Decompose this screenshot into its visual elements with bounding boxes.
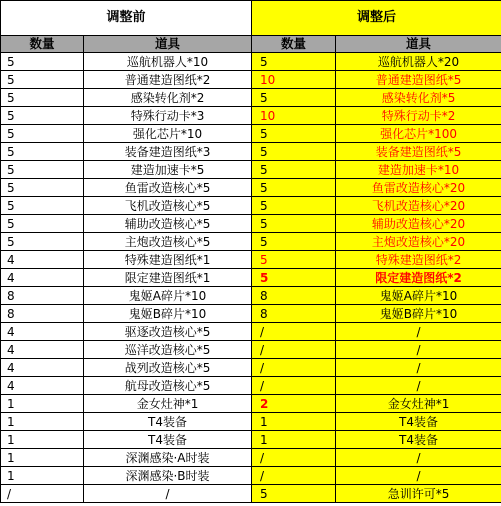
before-item-cell: 鱼雷改造核心*5 [84,179,252,197]
after-item-cell: 金女灶神*1 [336,395,501,413]
before-qty-cell: 4 [1,323,84,341]
after-item-cell: 限定建造图纸*2 [336,269,501,287]
after-item-header: 道具 [336,36,501,53]
before-item-cell: 航母改造核心*5 [84,377,252,395]
table-row [1,233,501,251]
table-row [1,395,501,413]
after-item-cell: / [336,323,501,341]
before-qty-cell: 4 [1,269,84,287]
before-item-cell: 辅助改造核心*5 [84,215,252,233]
before-qty-cell: 5 [1,71,84,89]
before-qty-cell: 5 [1,89,84,107]
after-item-cell: 普通建造图纸*5 [336,71,501,89]
after-item-cell: 强化芯片*100 [336,125,501,143]
before-qty-cell: 5 [1,107,84,125]
after-item-cell: T4装备 [336,431,501,449]
after-qty-cell: 5 [252,89,336,107]
before-qty-cell: 5 [1,233,84,251]
after-item-cell: 辅助改造核心*20 [336,215,501,233]
table-row [1,179,501,197]
table-row [1,377,501,395]
before-qty-cell: 5 [1,125,84,143]
after-item-cell: 特殊行动卡*2 [336,107,501,125]
before-item-cell: 鬼姬A碎片*10 [84,287,252,305]
after-qty-cell: 1 [252,431,336,449]
after-qty-cell: 5 [252,197,336,215]
after-qty-cell: 5 [252,143,336,161]
before-item-cell: 巡洋改造核心*5 [84,341,252,359]
before-item-cell: 飞机改造核心*5 [84,197,252,215]
before-item-cell: 战列改造核心*5 [84,359,252,377]
after-item-cell: / [336,359,501,377]
after-title: 调整后 [252,1,501,36]
after-item-cell: 鬼姬A碎片*10 [336,287,501,305]
after-item-cell: 特殊建造图纸*2 [336,251,501,269]
after-qty-cell: 10 [252,107,336,125]
after-item-cell: 感染转化剂*5 [336,89,501,107]
before-item-cell: 建造加速卡*5 [84,161,252,179]
after-qty-cell: / [252,377,336,395]
after-item-cell: 主炮改造核心*20 [336,233,501,251]
after-qty-cell: 5 [252,251,336,269]
after-qty-cell: 8 [252,305,336,323]
before-item-cell: 主炮改造核心*5 [84,233,252,251]
after-qty-cell: / [252,467,336,485]
before-qty-cell: 1 [1,413,84,431]
after-qty-cell: 5 [252,179,336,197]
before-item-cell: 鬼姬B碎片*10 [84,305,252,323]
table-body [1,1,501,503]
table-row [1,107,501,125]
before-item-cell: 深渊感染·A时装 [84,449,252,467]
before-item-cell: 巡航机器人*10 [84,53,252,71]
table-row [1,431,501,449]
after-qty-cell: / [252,341,336,359]
table-row [1,323,501,341]
after-qty-cell: 10 [252,71,336,89]
after-qty-cell: 5 [252,53,336,71]
before-qty-cell: 1 [1,467,84,485]
before-item-cell: 深渊感染·B时装 [84,467,252,485]
before-qty-cell: 4 [1,251,84,269]
after-qty-cell: / [252,359,336,377]
before-item-cell: 金女灶神*1 [84,395,252,413]
before-item-cell: 特殊建造图纸*1 [84,251,252,269]
table-row [1,269,501,287]
before-qty-cell: 5 [1,179,84,197]
before-item-cell: 特殊行动卡*3 [84,107,252,125]
after-item-cell: T4装备 [336,413,501,431]
after-qty-cell: 5 [252,269,336,287]
before-qty-cell: 5 [1,143,84,161]
before-item-cell: 普通建造图纸*2 [84,71,252,89]
before-item-cell: T4装备 [84,413,252,431]
table-row [1,449,501,467]
table-row [1,287,501,305]
table-row [1,161,501,179]
title-row [1,1,501,36]
before-qty-cell: 5 [1,53,84,71]
before-qty-cell: 5 [1,161,84,179]
after-qty-cell: 5 [252,161,336,179]
before-item-cell: 驱逐改造核心*5 [84,323,252,341]
before-title: 调整前 [1,1,252,36]
after-qty-cell: 1 [252,413,336,431]
table-row [1,197,501,215]
before-qty-cell: 4 [1,377,84,395]
after-item-cell: 建造加速卡*10 [336,161,501,179]
header-row [1,36,501,53]
table-row [1,305,501,323]
before-qty-cell: 8 [1,305,84,323]
table-row [1,215,501,233]
before-item-cell: 强化芯片*10 [84,125,252,143]
before-qty-cell: 1 [1,431,84,449]
before-item-cell: / [84,485,252,503]
after-qty-cell: 5 [252,485,336,503]
before-qty-cell: 1 [1,449,84,467]
table-row [1,89,501,107]
table-row [1,413,501,431]
after-item-cell: / [336,377,501,395]
table-row [1,71,501,89]
table-row [1,467,501,485]
before-item-cell: 感染转化剂*2 [84,89,252,107]
after-qty-header: 数量 [252,36,336,53]
table-row [1,341,501,359]
before-qty-cell: 8 [1,287,84,305]
before-item-cell: 限定建造图纸*1 [84,269,252,287]
after-qty-cell: 5 [252,125,336,143]
after-qty-cell: / [252,323,336,341]
before-qty-cell: 1 [1,395,84,413]
after-qty-cell: / [252,449,336,467]
after-item-cell: 鱼雷改造核心*20 [336,179,501,197]
table-row [1,359,501,377]
before-item-cell: T4装备 [84,431,252,449]
before-qty-cell: 4 [1,341,84,359]
after-qty-cell: 8 [252,287,336,305]
before-qty-cell: 5 [1,215,84,233]
table-row [1,143,501,161]
after-item-cell: 飞机改造核心*20 [336,197,501,215]
before-item-cell: 装备建造图纸*3 [84,143,252,161]
before-qty-cell: 4 [1,359,84,377]
after-item-cell: / [336,449,501,467]
after-item-cell: / [336,467,501,485]
before-item-header: 道具 [84,36,252,53]
after-item-cell: 鬼姬B碎片*10 [336,305,501,323]
after-item-cell: 装备建造图纸*5 [336,143,501,161]
before-qty-cell: 5 [1,197,84,215]
table-row [1,125,501,143]
after-qty-cell: 5 [252,215,336,233]
after-item-cell: / [336,341,501,359]
after-item-cell: 急训许可*5 [336,485,501,503]
before-qty-cell: / [1,485,84,503]
after-item-cell: 巡航机器人*20 [336,53,501,71]
table-row [1,485,501,503]
table-row [1,251,501,269]
before-qty-header: 数量 [1,36,84,53]
after-qty-cell: 5 [252,233,336,251]
table-row [1,53,501,71]
after-qty-cell: 2 [252,395,336,413]
